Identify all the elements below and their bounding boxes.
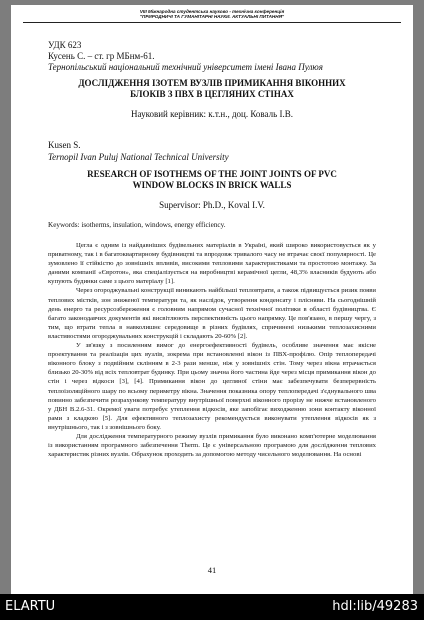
ukr-title: [48, 78, 376, 100]
paragraph: Цегла є одним із найдавніших будівельних матеріалів в Україні, який широко використовується як у приватному, так і в багатоквартирному будівництві та впродовж тривалого часу не втрачає своєї популярності. Це зумовлено її стійкістю до зовнішніх впливів, високими тепловими характеристиками та простотою монтажу. За даними компанії «Євротон», яка спеціалізується на виробництві керамічної цегли, 48,3% власників будують або купують будинки саме з цього матеріалу [1].: [48, 242, 376, 286]
eng-affiliation: Ternopil Ivan Puluj National Technical University: [48, 152, 229, 162]
paragraph: Для дослідження температурного режиму вузлів примикання було виконано комп'ютерне моделювання із використанням програмного забезпечення Therm. Це є універсальною програмою для дослідження теплових характеристик різних вузлів. Обрахунок проходить за допомогою методу чисельного моделювання. На основі: [48, 432, 376, 459]
eng-supervisor: Supervisor: Ph.D., Koval I.V.: [159, 200, 265, 210]
body-text: [48, 241, 376, 459]
ukr-affiliation: Тернопільський національний технічний університет імені Івана Пулюя: [48, 62, 323, 72]
footer-repository-label: ELARTU: [5, 599, 56, 614]
footer-handle-link[interactable]: hdl:lib/49283: [332, 599, 418, 614]
eng-title: [48, 169, 376, 191]
ukr-supervisor: Науковий керівник: к.т.н., доц. Коваль І.В.: [131, 109, 293, 119]
paragraph: Через огороджувальні конструкції виникають найбільші тепловтрати, а також підвищується ризик появи теплових містків, зон зниженої температури та, як наслідок, утворення конденсату і плісняви. На сьогоднішній день енерго та ресурсозбереження є головним напрямом сучасної технічної політики в області будівництва. Є багато законодавчих документів які висвітлюють перспективність цього напрямку. Це пов'язано, в першу чергу, з тим, що втрати тепла в навколишнє середовище в різних будівлях, спричинені низькими теплозахисними властивостями огороджувальних конструкцій і складають 20-60% [2].: [48, 287, 376, 340]
ukr-title-line1: ДОСЛІДЖЕННЯ ІЗОТЕМ ВУЗЛІВ ПРИМИКАННЯ ВІКОННИХ: [78, 78, 346, 88]
page-number: 41: [207, 565, 217, 575]
eng-author: Kusen S.: [48, 140, 81, 150]
udk-code: УДК 623: [48, 40, 82, 50]
header-rule: [23, 22, 401, 23]
eng-title-line1: RESEARCH OF ISOTHEMS OF THE JOINT JOINTS OF PVC: [87, 169, 337, 179]
eng-title-line2: WINDOW BLOCKS IN BRICK WALLS: [132, 180, 292, 190]
ukr-author: Кусень С. – ст. гр МБнм-61.: [48, 51, 155, 61]
paragraph: У зв'язку з посиленням вимог до енергоефективності будівель, особливе значення має якісне проектування та реалізація цих вузлів, зокрема при встановленні вікон із ПВХ-профілю. Опір теплопередачі віконного блоку з подвійним склінням в 2-3 рази менше, ніж у зовнішніх стін. Тому через вікна втрачається близько 20-30% від всіх тепловтрат будинку. При цьому значна його частина йде через місця примикання вікон до стін і через відкоси [3], [4]. Примикання вікон до цегляної стіни має забезпечувати безперервність теплоізоляційного шару по всьому периметру вікна. Значення показника опору теплопередачі з'єднувального шва повинно забезпечити розрахункову температуру внутрішньої поверхні віконного прорізу не нижче встановленого у ДБН В.2.6-31. Окремої уваги потребує утеплення відкосів, яке запобігає виходженню зони контакту віконної рами з кладкою [5]. Для ефективного теплозахисту рекомендується виконувати утеплення відкосів як з внутрішнього, так і з зовнішнього боку.: [48, 342, 376, 431]
conference-header-line2: "ПРИРОДНИЧІ ТА ГУМАНІТАРНІ НАУКИ. АКТУАЛЬНІ ПИТАННЯ": [139, 14, 285, 20]
conference-header: [11, 9, 413, 20]
conference-header-line1: VIII Міжнародна студентська науково - технічна конференція: [139, 9, 285, 14]
footer-bar: [0, 594, 424, 620]
document-page: [11, 5, 413, 594]
ukr-title-line2: БЛОКІВ З ПВХ В ЦЕГЛЯНИХ СТІНАХ: [130, 89, 294, 99]
keywords: Keywords: isotherms, insulation, windows, energy efficiency.: [48, 221, 226, 229]
